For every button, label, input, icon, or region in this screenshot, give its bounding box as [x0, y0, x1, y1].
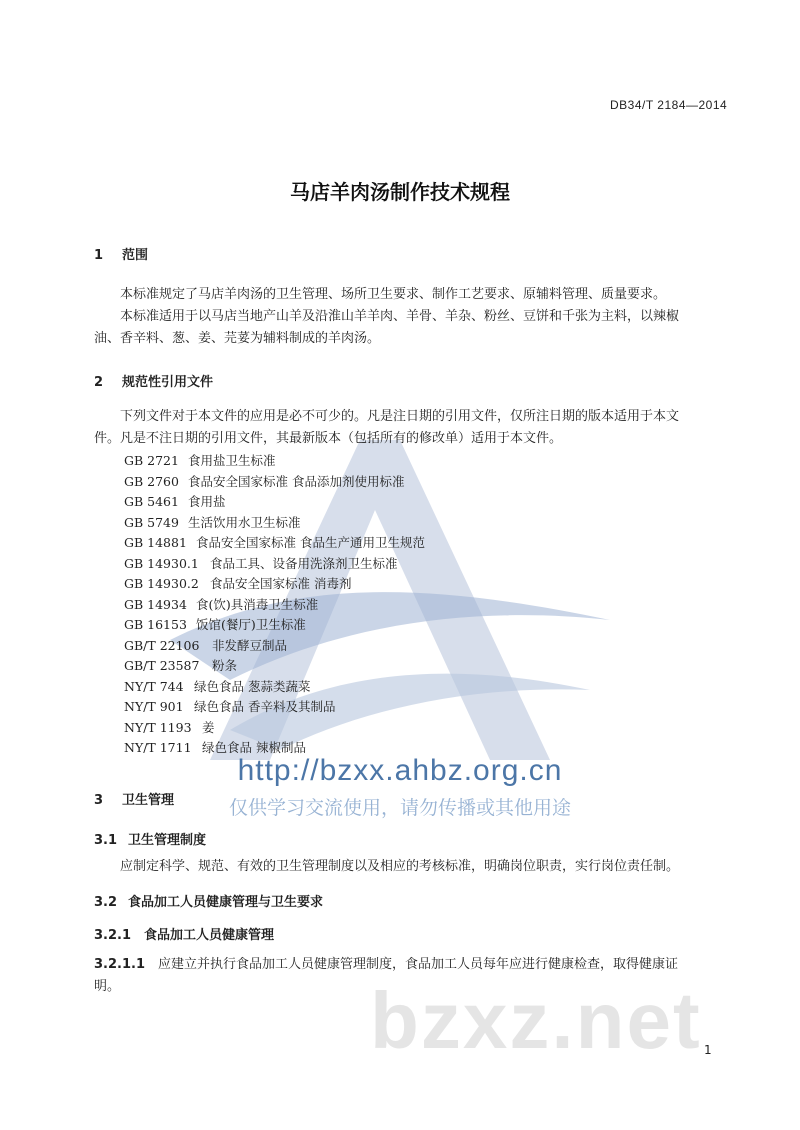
section-number: 1 — [94, 248, 104, 263]
reference-code: GB 5461 — [124, 494, 179, 509]
watermark-note: 仅供学习交流使用，请勿传播或其他用途 — [228, 797, 571, 819]
reference-name: 食(饮)具消毒卫生标准 — [196, 596, 319, 612]
reference-item — [124, 513, 425, 534]
reference-name: 食用盐 — [188, 494, 226, 509]
reference-code: GB 14881 — [124, 535, 187, 550]
reference-name: 食用盐卫生标准 — [188, 453, 276, 468]
reference-code: GB 2760 — [124, 473, 179, 489]
reference-item — [124, 492, 425, 513]
section-number: 2 — [94, 375, 104, 390]
document-number: DB34/T 2184—2014 — [610, 98, 728, 112]
paragraph: 本标准适用于以马店当地产山羊及沿淮山羊羊肉、羊骨、羊杂、粉丝、豆饼和千张为主料，以辣椒 — [120, 309, 680, 324]
section-3-heading — [94, 789, 174, 808]
reference-item — [124, 533, 425, 554]
section-title: 规范性引用文件 — [122, 375, 214, 390]
reference-item — [124, 472, 425, 493]
reference-code: GB 14930.2 — [124, 576, 199, 591]
subsection-3-2-1-heading — [94, 924, 274, 943]
reference-name: 生活饮用水卫生标准 — [188, 514, 301, 530]
reference-name: 姜 — [202, 719, 215, 735]
subsection-title: 食品加工人员健康管理 — [144, 928, 275, 943]
reference-name: 粉条 — [212, 658, 238, 673]
reference-code: NY/T 1711 — [124, 740, 192, 755]
reference-code: GB 14934 — [124, 596, 187, 612]
reference-item — [124, 636, 425, 657]
reference-item — [124, 554, 425, 575]
subsection-title: 食品加工人员健康管理与卫生要求 — [128, 895, 324, 910]
reference-name: 食品安全国家标准 消毒剂 — [210, 576, 352, 591]
subsection-number: 3.2 — [94, 895, 118, 910]
reference-code: GB 5749 — [124, 514, 179, 530]
reference-name: 绿色食品 葱蒜类蔬菜 — [194, 678, 311, 694]
subsection-number: 3.1 — [94, 833, 118, 848]
subsection-3-1-body — [94, 856, 679, 878]
reference-item — [124, 451, 425, 472]
reference-code: GB 2721 — [124, 453, 179, 468]
paragraph-continuation: 件。凡是不注日期的引用文件，其最新版本（包括所有的修改单）适用于本文件。 — [94, 431, 563, 446]
reference-item — [124, 656, 425, 677]
reference-code: NY/T 744 — [124, 678, 184, 694]
reference-name: 绿色食品 香辛料及其制品 — [194, 699, 336, 714]
clause-text: 应建立并执行食品加工人员健康管理制度，食品加工人员每年应进行健康检查，取得健康证 — [158, 957, 679, 972]
subsection-3-1-heading — [94, 829, 206, 848]
reference-item — [124, 615, 425, 636]
paragraph: 下列文件对于本文件的应用是必不可少的。凡是注日期的引用文件，仅所注日期的版本适用于本文 — [120, 409, 680, 424]
reference-name: 绿色食品 辣椒制品 — [202, 740, 306, 755]
reference-code: NY/T 1193 — [124, 719, 192, 735]
reference-item — [124, 718, 425, 739]
section-2-heading — [94, 371, 213, 390]
page-number: 1 — [704, 1043, 712, 1057]
watermark-url: http://bzxx.ahbz.org.cn — [237, 754, 563, 787]
reference-name: 非发酵豆制品 — [212, 637, 288, 653]
section-2-body — [94, 406, 679, 450]
reference-code: GB 16153 — [124, 617, 187, 632]
reference-item — [124, 574, 425, 595]
reference-name: 食品安全国家标准 食品生产通用卫生规范 — [196, 535, 425, 550]
section-title: 范围 — [122, 248, 149, 263]
reference-name: 饭馆(餐厅)卫生标准 — [196, 617, 306, 632]
reference-code: GB/T 22106 — [124, 637, 200, 653]
reference-name: 食品工具、设备用洗涤剂卫生标准 — [210, 555, 398, 571]
reference-name: 食品安全国家标准 食品添加剂使用标准 — [188, 473, 405, 489]
clause-number: 3.2.1.1 — [94, 957, 145, 972]
paragraph: 应制定科学、规范、有效的卫生管理制度以及相应的考核标准，明确岗位职责，实行岗位责任制。 — [120, 859, 680, 874]
section-title: 卫生管理 — [122, 793, 175, 808]
watermark-big: bzxz.net — [370, 976, 702, 1065]
reference-item — [124, 677, 425, 698]
subsection-title: 卫生管理制度 — [128, 833, 207, 848]
reference-list — [124, 451, 425, 759]
paragraph: 本标准规定了马店羊肉汤的卫生管理、场所卫生要求、制作工艺要求、原辅料管理、质量要求。 — [120, 287, 667, 302]
reference-code: GB/T 23587 — [124, 658, 200, 673]
reference-item — [124, 595, 425, 616]
paragraph-continuation: 油、香辛料、葱、姜、芫荽为辅料制成的羊肉汤。 — [94, 331, 381, 346]
subsection-number: 3.2.1 — [94, 928, 132, 943]
section-1-body — [94, 284, 679, 350]
section-1-heading — [94, 244, 148, 263]
section-number: 3 — [94, 793, 104, 808]
reference-code: NY/T 901 — [124, 699, 184, 714]
subsection-3-2-heading — [94, 891, 323, 910]
reference-item — [124, 697, 425, 718]
document-title: 马店羊肉汤制作技术规程 — [290, 180, 510, 204]
reference-code: GB 14930.1 — [124, 555, 199, 571]
clause-continuation: 明。 — [94, 979, 121, 994]
